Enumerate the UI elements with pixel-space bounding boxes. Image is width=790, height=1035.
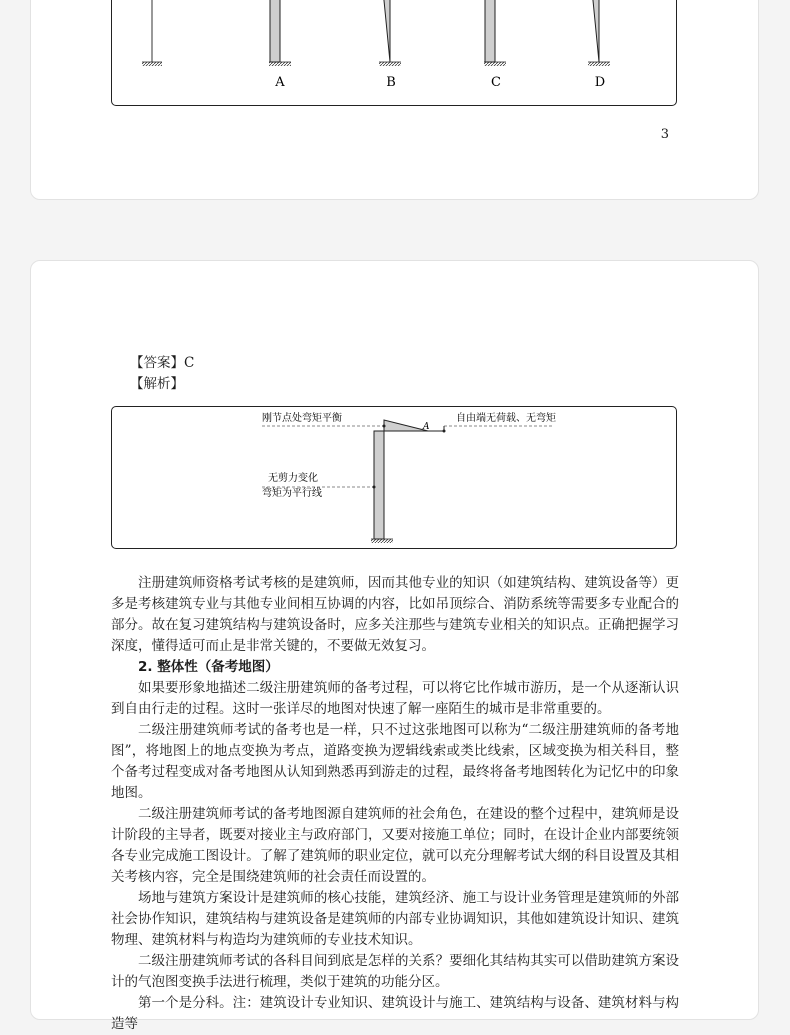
- section-heading: 2. 整体性（备考地图）: [138, 659, 279, 675]
- paragraph: 场地与建筑方案设计是建筑师的核心技能，建筑经济、施工与设计业务管理是建筑师的外部社会协作知识，建筑结构与建筑设备是建筑师的内部专业协调知识，其他如建筑设计知识、建筑物理、建筑材料与构造均为建筑师的专业技术知识。: [111, 890, 679, 948]
- note-free-end: 自由端无荷载、无弯矩: [456, 413, 556, 424]
- option-c-label: C: [491, 75, 501, 90]
- analysis-label: 【解析】: [130, 376, 184, 392]
- note-rigid-joint: 刚节点处弯矩平衡: [262, 413, 342, 424]
- paragraph: 注册建筑师资格考试考核的是建筑师，因而其他专业的知识（如建筑结构、建筑设备等）更多是考核建筑专业与其他专业间相互协调的内容，比如吊顶综合、消防系统等需要多专业配合的部分。故在复习建筑结构与建筑设备时，应多关注那些与建筑专业相关的知识点。正确把握学习深度，懂得适可而止是非常关键的，不要做无效复习。: [111, 575, 679, 654]
- point-a-label: A: [423, 422, 430, 432]
- note-no-shear-1: 无剪力变化: [268, 473, 318, 484]
- option-c-moment: [485, 0, 495, 62]
- analysis-figure: [111, 406, 677, 549]
- option-b-moment: [382, 0, 390, 62]
- frame-options-diagram: [112, 0, 678, 107]
- option-b-label: B: [386, 75, 396, 90]
- page-bottom: [30, 260, 759, 1032]
- option-a-label: A: [275, 75, 285, 90]
- paragraph: 如果要形象地描述二级注册建筑师的备考过程，可以将它比作城市游历，是一个从逐渐认识到自由行走的过程。这时一张详尽的地图对快速了解一座陌生的城市是非常重要的。: [111, 680, 679, 717]
- analysis-moment-diagram: [112, 407, 678, 550]
- option-d-label: D: [594, 75, 606, 90]
- page-top: [30, 0, 759, 200]
- option-d-moment: [591, 0, 599, 62]
- support-hatch: [142, 62, 162, 66]
- answer-label: 【答案】C: [130, 355, 195, 371]
- beam-moment: [384, 420, 428, 431]
- paragraph: 二级注册建筑师考试的备考也是一样，只不过这张地图可以称为“二级注册建筑师的备考地图”，将地图上的地点变换为考点，道路变换为逻辑线索或类比线索，区域变换为相关科目，整个备考过程变成对备考地图从认知到熟悉再到游走的过程，最终将备考地图转化为记忆中的印象地图。: [111, 722, 679, 801]
- option-a-moment: [270, 0, 280, 62]
- paragraph: 二级注册建筑师考试的各科目间到底是怎样的关系？要细化其结构其实可以借助建筑方案设计的气泡图变换手法进行梳理，类似于建筑的功能分区。: [111, 953, 679, 990]
- note-no-shear-2: 弯矩为平行线: [262, 488, 322, 499]
- column-support: [371, 539, 393, 543]
- frame-options-figure: [111, 0, 677, 106]
- paragraph: 第一个是分科。注：建筑设计专业知识、建筑设计与施工、建筑结构与设备、建筑材料与构造等: [111, 995, 679, 1032]
- body-text: [111, 573, 679, 1035]
- paragraph: 二级注册建筑师考试的备考地图源自建筑师的社会角色，在建设的整个过程中，建筑师是设计阶段的主导者，既要对接业主与政府部门，又要对接施工单位；同时，在设计企业内部要统领各专业完成施工图设计。了解了建筑师的职业定位，就可以充分理解考试大纲的科目设置及其相关考核内容，完全是围绕建筑师的社会责任而设置的。: [111, 806, 679, 885]
- page-number: 3: [660, 127, 669, 142]
- column-moment: [374, 431, 384, 539]
